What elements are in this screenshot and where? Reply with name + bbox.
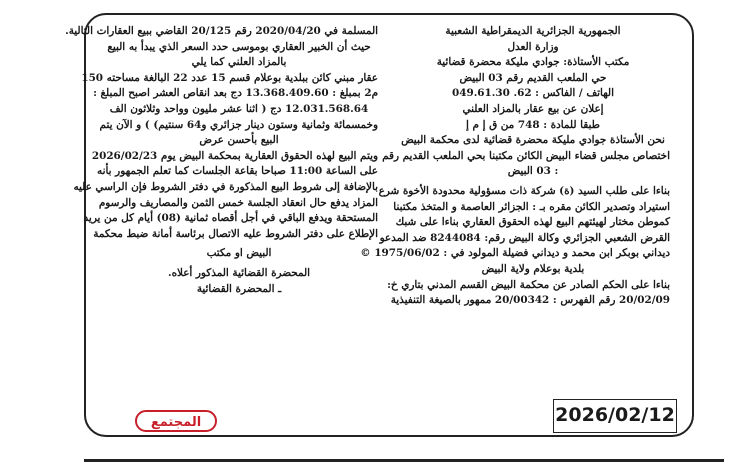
text-line: ويتم البيع لهذه الحقوق العقارية بمحكمة البيض يوم 2026/02/23 [91, 149, 378, 162]
text-line: 20/02/09 رقم الفهرس : 20/00342 ممهور بالصيغة التنفيذية [390, 294, 670, 307]
text-line: استيراد وتصدير الكائن مقره بـ : الجزائر العاصمة و المتخذ مكتبنا [393, 200, 670, 213]
publication-date: 2026/02/12 [553, 399, 677, 433]
text-line: المحضرة القضائية المذكور أعلاه. [167, 266, 311, 279]
text-line: نحن الأستاذة جوادي مليكة محضرة قضائية لدى محكمة البيض [401, 134, 665, 147]
text-line: على الساعة 11:00 صباحا بقاعة الجلسات كما تعلم الجمهور بأنه [97, 165, 378, 178]
text-line: بالإضافة إلى شروط البيع المذكورة في دفتر الشروط فإن الراسي عليه [73, 180, 378, 193]
text-line: اختصاص مجلس قضاء البيض الكائن مكتبنا بحي الملعب القديم رقم [382, 149, 670, 162]
text-line: ـ المحضرة القضائية [196, 282, 282, 295]
text-line: بلدية بوعلام ولاية البيض [481, 262, 585, 275]
text-line: الإطلاع على دفتر الشروط عليه الاتصال برئاسة أمانة ضبط محكمة [93, 227, 378, 240]
text-line: ديداني بوبكر ابن محمد و ديداني فضيلة المولود في : 1975/06/02 © [360, 247, 670, 260]
text-line: 12.031.568.64 دج ( اثنا عشر مليون وواحد وثلاثون الف [109, 102, 369, 115]
text-line: القرض الشعبي الجزائري وكالة البيض رقم: 8244084 ضد المدعو [379, 231, 670, 244]
newspaper-logo [134, 408, 218, 434]
text-line: مكتب الأستاذة: جوادي مليكة محضرة قضائية [436, 56, 630, 69]
text-line: المستحقة ويدفع الباقي في أجل أقصاه ثمانية (08) أيام كل من يريد [83, 212, 378, 225]
newspaper-logo-text: المجتمع [150, 415, 202, 430]
text-line: كموطن مختار لهيئتهم البيع لهذه الحقوق العقاري بناءا على شبك [395, 216, 670, 229]
text-line: حي الملعب القديم رقم 03 البيض [459, 71, 607, 84]
text-line: البيع بأحسن عرض [199, 134, 279, 147]
text-line: بناءا على الحكم الصادر عن محكمة البيض القسم المدني بتاري خ: [387, 278, 670, 291]
text-line: بالمزاد العلني كما يلي [191, 56, 287, 69]
text-line: الهاتف / الفاكس : 62. 049.61.30 [452, 87, 614, 100]
text-line: الجمهورية الجزائرية الديمقراطية الشعبية [445, 25, 621, 37]
right-column [360, 24, 670, 309]
divider [84, 459, 724, 462]
text-line: المزاد يدفع حال انعقاد الجلسة خمس الثمن والمصاريف والرسوم [98, 196, 378, 209]
text-line: المسلمة في 2020/04/20 رقم 20/125 القاضي ببيع العقارات التالية. [65, 25, 378, 37]
text-line: بناءا على طلب السيد (ة) شركة ذات مسؤولية محدودة الأخوة شرع [378, 184, 670, 197]
left-column [65, 24, 378, 297]
text-line: البيض او مكتب [206, 247, 272, 260]
text-line: : 03 البيض [507, 165, 559, 178]
text-line: إعلان عن بيع عقار بالمزاد العلني [462, 102, 604, 115]
text-line: عقار مبني كائن ببلدية بوعلام قسم 15 عدد 22 البالغة مساحته 150 [81, 71, 378, 84]
text-line: طبقا للمادة : 748 من ق إ م إ [466, 118, 600, 131]
text-line: وخمسمائة وثمانية وستون دينار جزائري و64 سنتيم) ) و الآن يتم [99, 118, 378, 131]
text-line: وزارة العدل [507, 40, 559, 53]
text-line: حيث أن الخبير العقاري بوموسى حدد السعر الذي يبدأ به البيع [107, 40, 371, 53]
text-line: م2 بمبلغ : 13.368.409.60 دج بعد انقاص العشر اصبح المبلغ : [93, 87, 378, 100]
